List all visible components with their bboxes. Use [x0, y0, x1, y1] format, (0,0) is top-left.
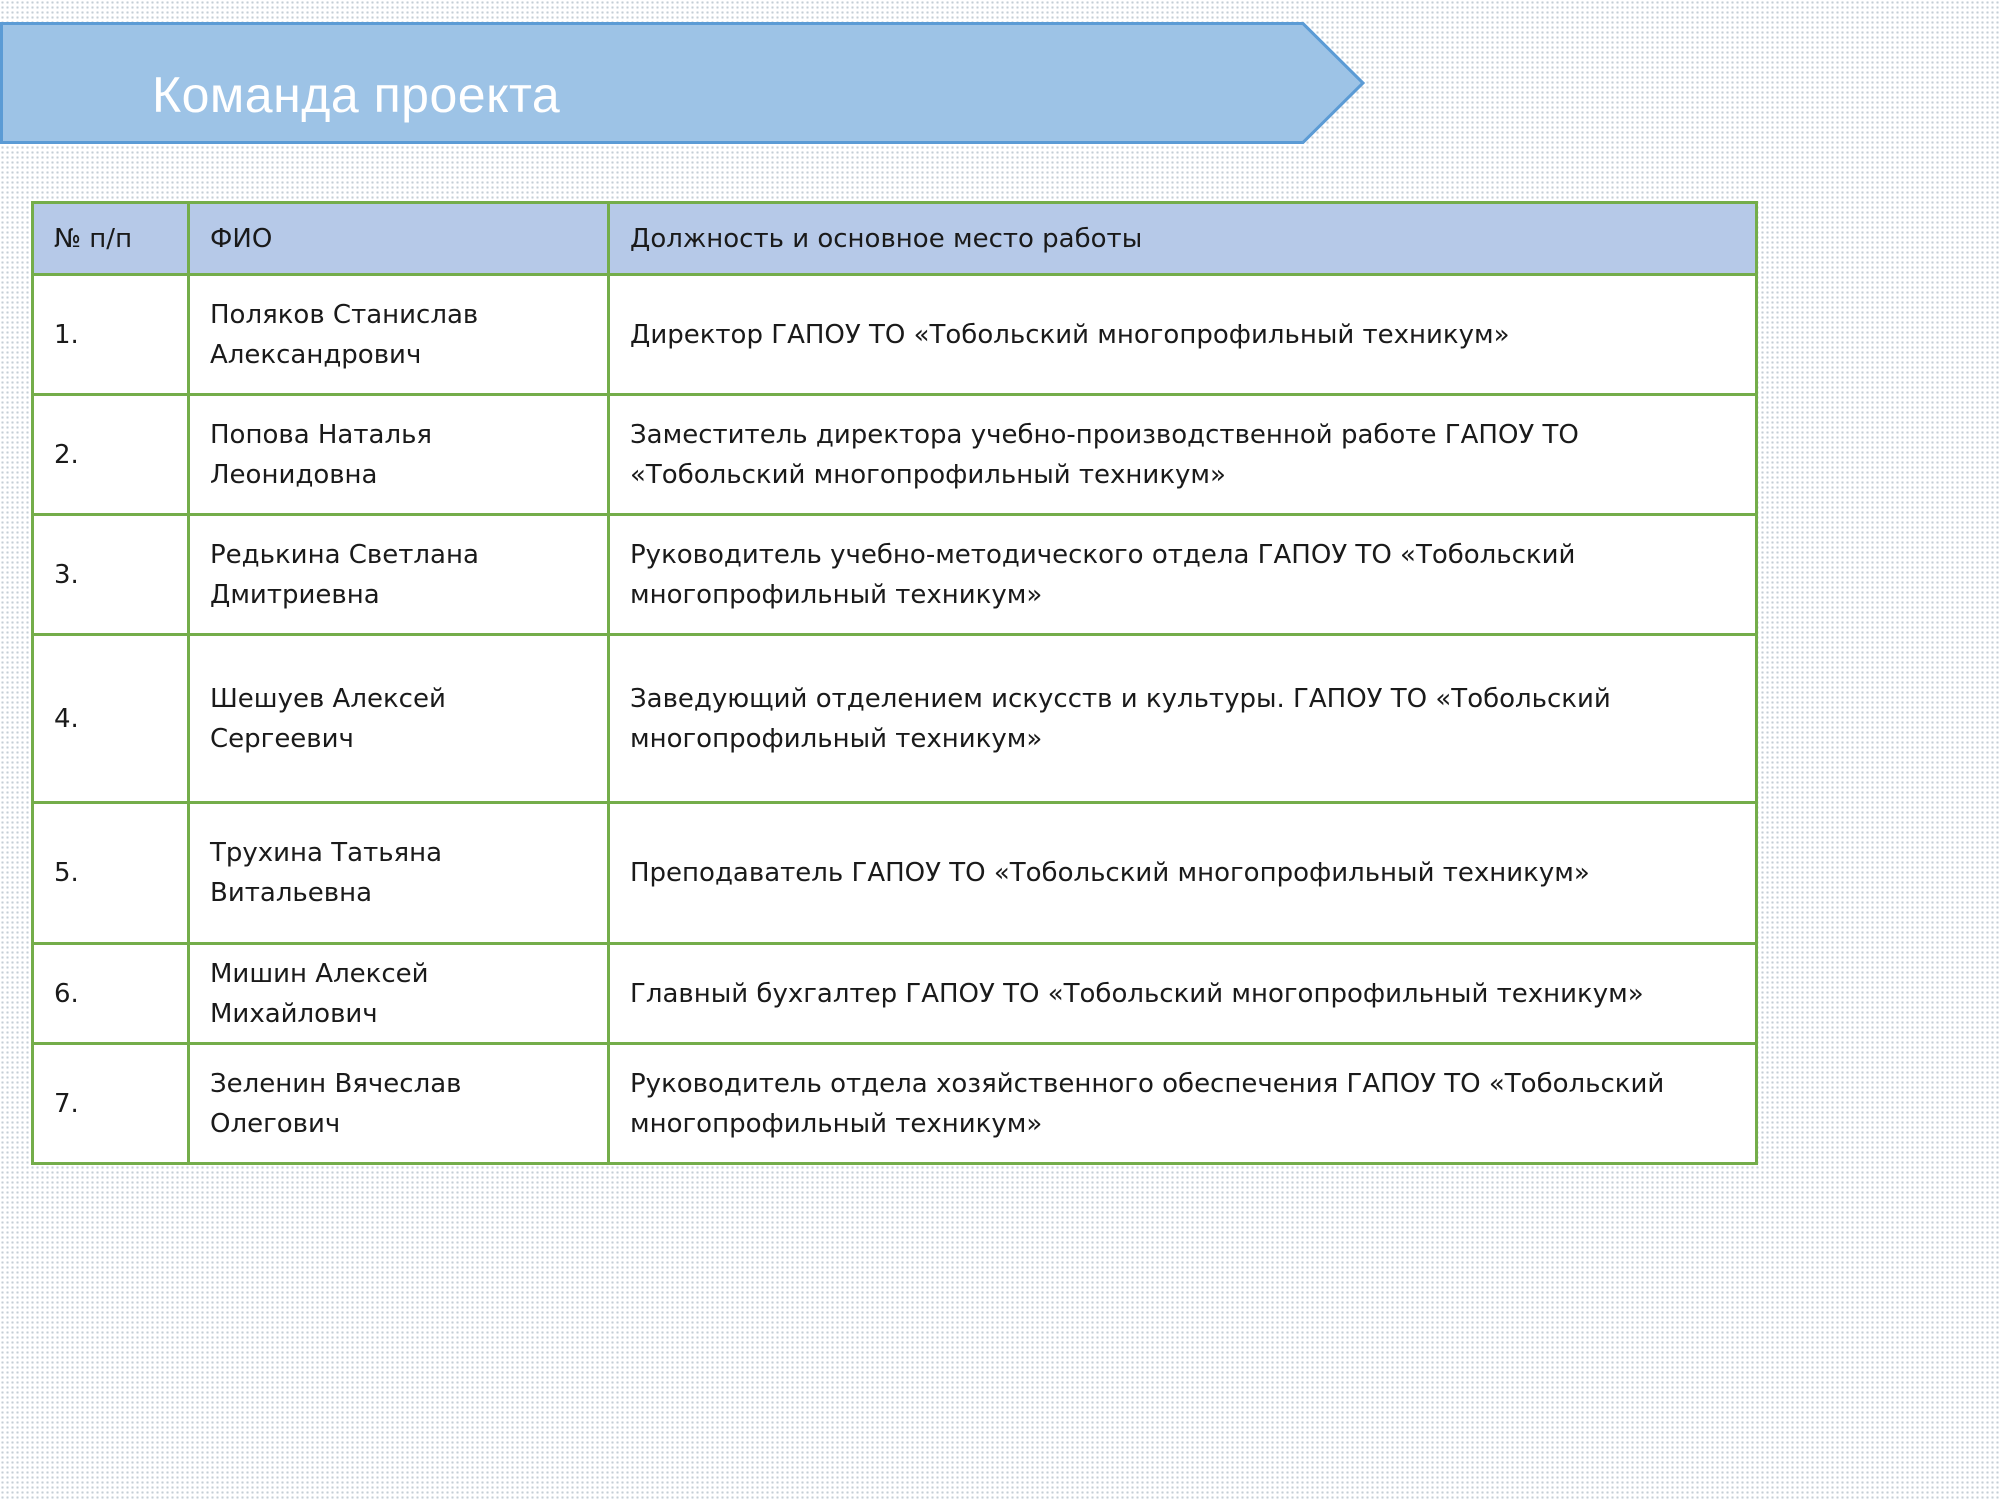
table-row [33, 515, 1757, 635]
row-name: Поляков Станислав Александрович [189, 275, 609, 395]
row-num: 2. [33, 395, 189, 515]
table-row [33, 635, 1757, 803]
table-header-row [33, 203, 1757, 275]
row-num: 1. [33, 275, 189, 395]
row-position: Директор ГАПОУ ТО «Тобольский многопрофильный техникум» [609, 275, 1757, 395]
title-banner [0, 22, 1365, 146]
project-team-table [31, 201, 1758, 1165]
row-position: Преподаватель ГАПОУ ТО «Тобольский многопрофильный техникум» [609, 803, 1757, 944]
row-position: Руководитель учебно-методического отдела ГАПОУ ТО «Тобольский многопрофильный техникум» [609, 515, 1757, 635]
row-name: Редькина Светлана Дмитриевна [189, 515, 609, 635]
row-num: 3. [33, 515, 189, 635]
row-num: 5. [33, 803, 189, 944]
row-position: Главный бухгалтер ГАПОУ ТО «Тобольский многопрофильный техникум» [609, 944, 1757, 1044]
row-position: Заведующий отделением искусств и культуры. ГАПОУ ТО «Тобольский многопрофильный техникум» [609, 635, 1757, 803]
row-name: Шешуев Алексей Сергеевич [189, 635, 609, 803]
row-num: 7. [33, 1044, 189, 1164]
row-position: Заместитель директора учебно-производственной работе ГАПОУ ТО «Тобольский многопрофильный техникум» [609, 395, 1757, 515]
row-name: Трухина Татьяна Витальевна [189, 803, 609, 944]
header-position: Должность и основное место работы [609, 203, 1757, 275]
row-name: Мишин Алексей Михайлович [189, 944, 609, 1044]
row-name: Попова Наталья Леонидовна [189, 395, 609, 515]
header-name: ФИО [189, 203, 609, 275]
table-row [33, 944, 1757, 1044]
table-row [33, 1044, 1757, 1164]
row-name: Зеленин Вячеслав Олегович [189, 1044, 609, 1164]
header-num: № п/п [33, 203, 189, 275]
row-num: 6. [33, 944, 189, 1044]
table-row [33, 395, 1757, 515]
page-title: Команда проекта [152, 67, 561, 123]
table-row [33, 275, 1757, 395]
row-num: 4. [33, 635, 189, 803]
table-row [33, 803, 1757, 944]
row-position: Руководитель отдела хозяйственного обеспечения ГАПОУ ТО «Тобольский многопрофильный техникум» [609, 1044, 1757, 1164]
